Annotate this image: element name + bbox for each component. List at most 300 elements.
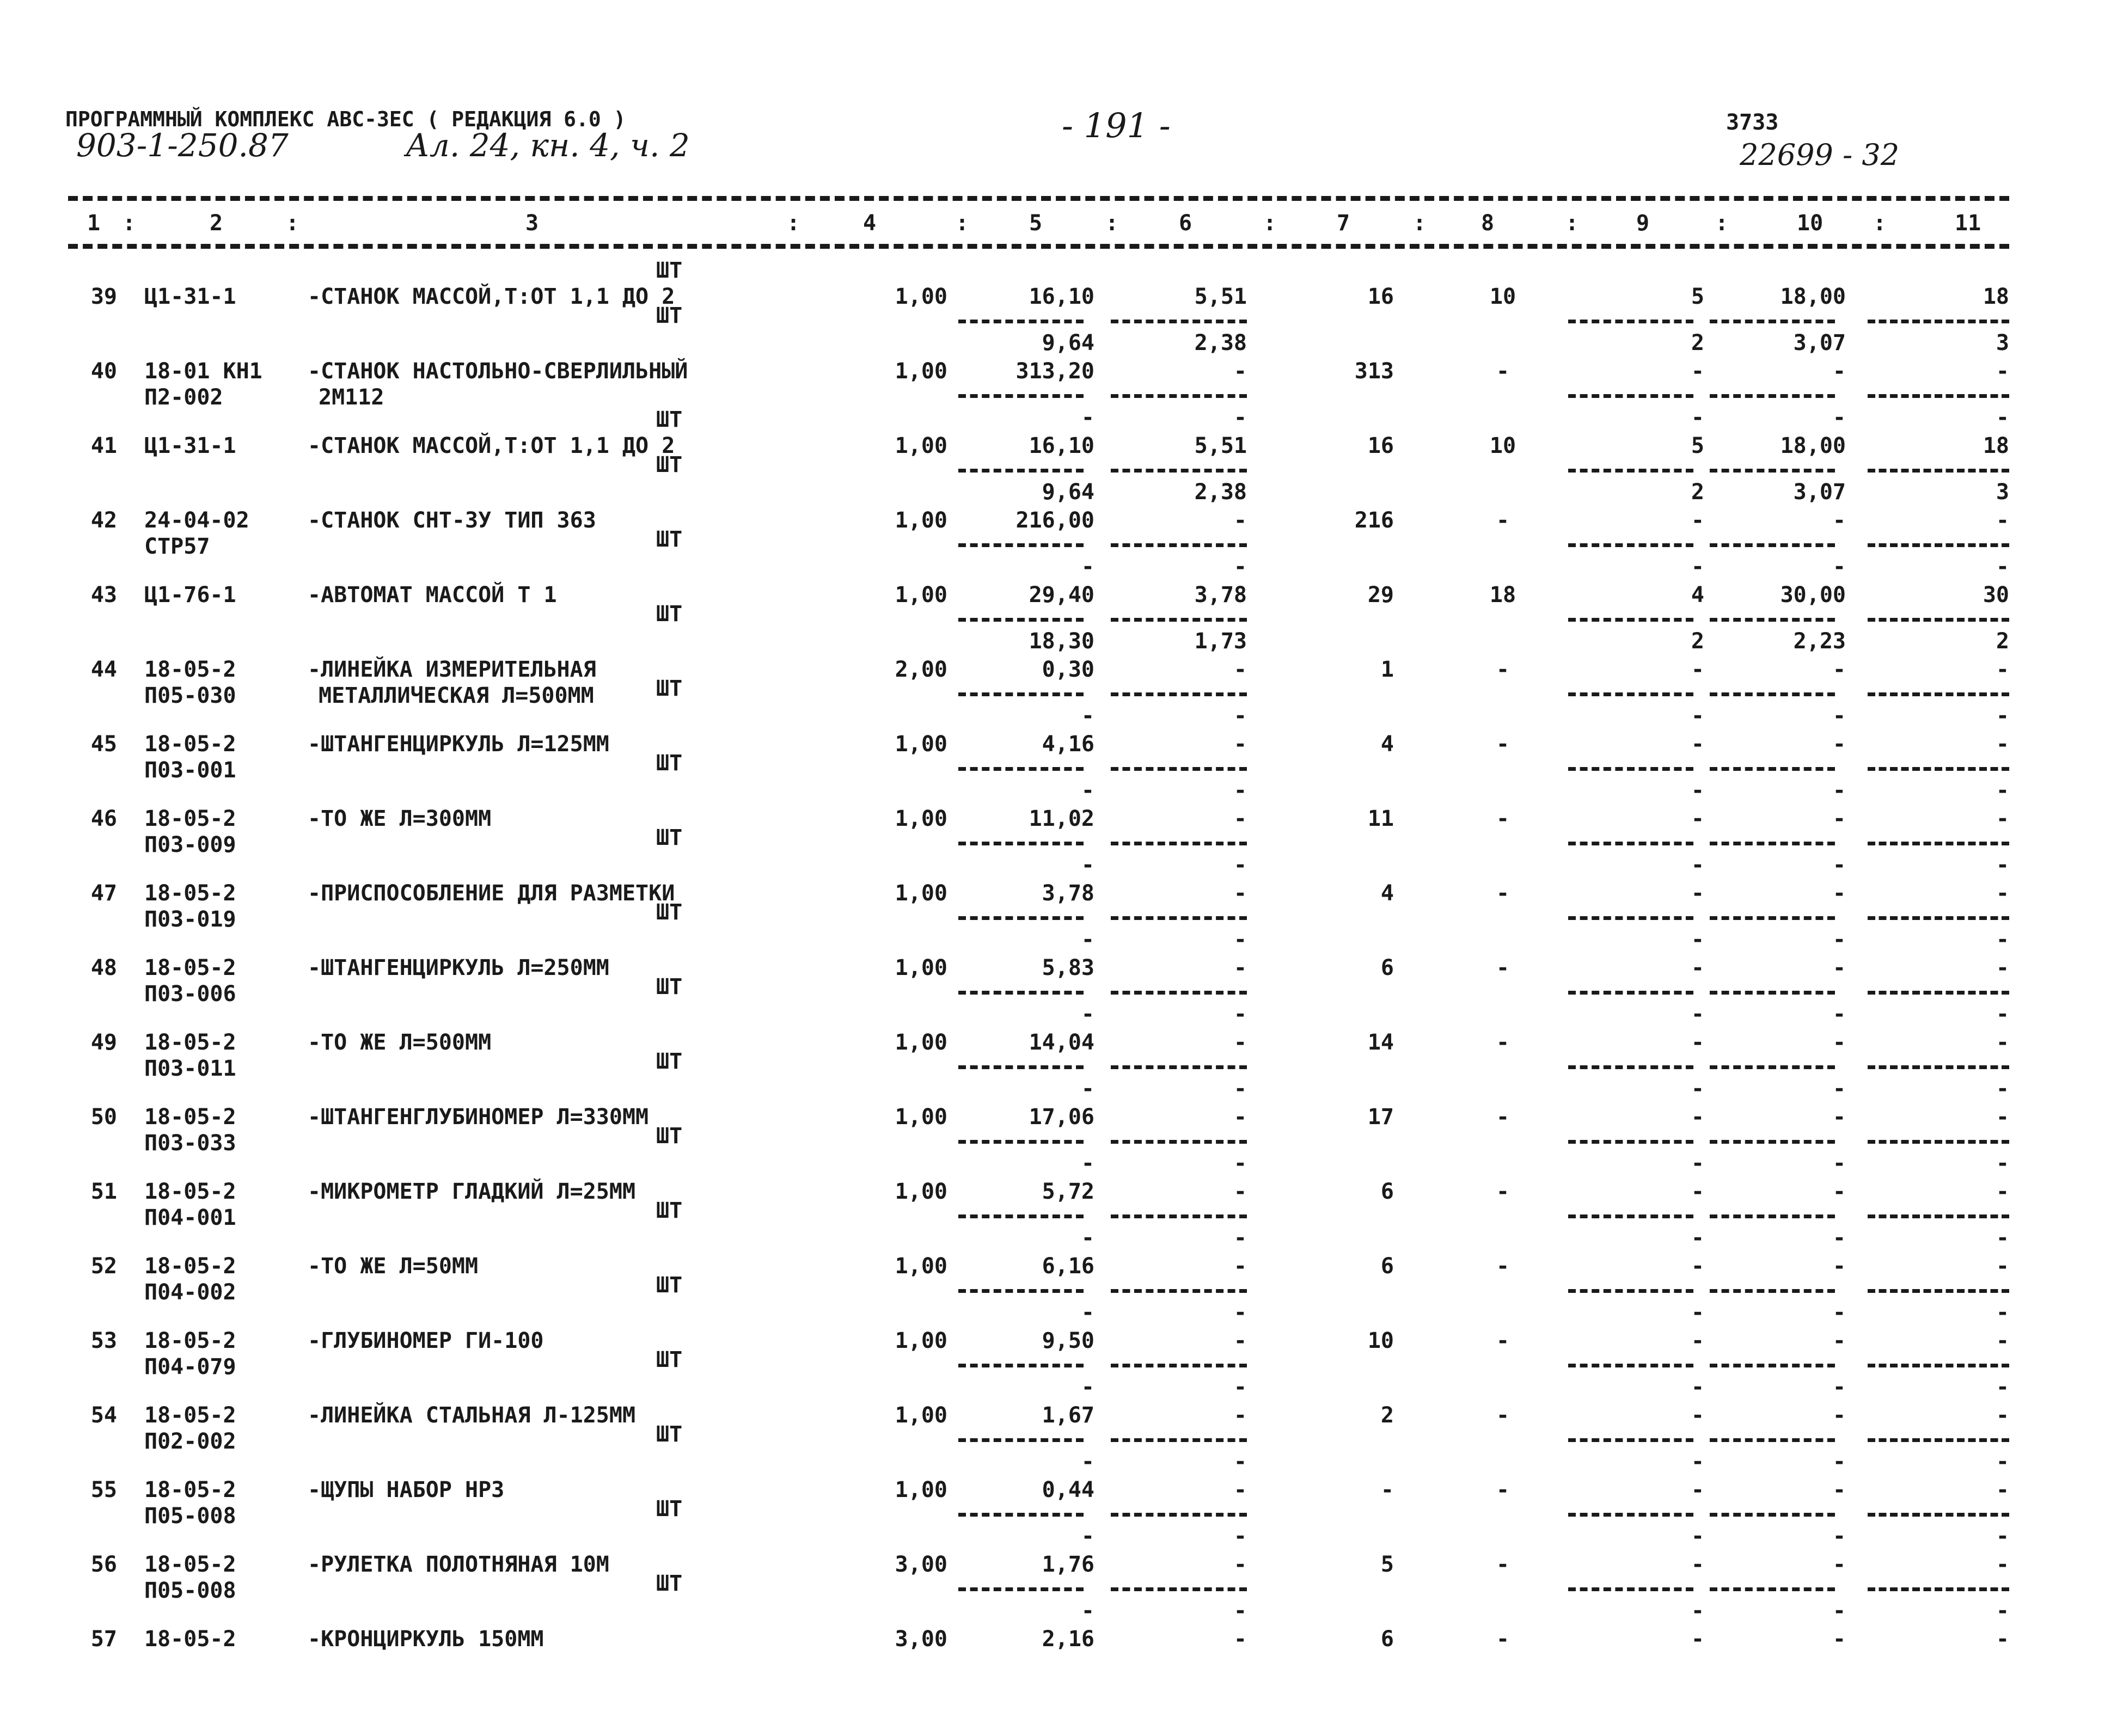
unit-label: ШТ [656,303,683,328]
album-reference: Ал. 24, кн. 4, ч. 2 [406,127,690,164]
wage-cost: - [1233,1030,1247,1055]
col9-value: - [1691,1552,1704,1577]
col9-sub: 2 [1691,330,1704,355]
total-cost: 11 [1367,806,1394,831]
norm-code: Ц1-31-1 [144,284,236,309]
unit-cost: 9,50 [1042,1328,1094,1353]
col11-value: - [1996,732,2009,757]
total-cost: 313 [1354,359,1394,384]
subtotal-divider [958,1289,1084,1293]
column-header-7: 7 [1337,211,1350,236]
column-separator: : [787,211,800,236]
subtotal-divider [1111,1289,1247,1293]
wage-cost: - [1233,1328,1247,1353]
unit-cost-sub: - [1081,852,1094,878]
col9-value: - [1691,657,1704,682]
subtotal-divider [1710,1587,1835,1591]
norm-code: 18-05-2 [144,1105,236,1130]
item-name: -СТАНОК НАСТОЛЬНО-СВЕРЛИЛЬНЫЙ [308,359,688,384]
wage-cost: 3,78 [1194,582,1247,608]
col10-sub: - [1832,1002,1846,1027]
wage-cost: - [1233,359,1247,384]
norm-code: 18-05-2 [144,1328,236,1353]
subtotal-divider [1111,618,1247,622]
quantity: 3,00 [895,1627,947,1652]
col11-sub: 3 [1996,330,2009,355]
subtotal-divider [1868,1065,2009,1069]
col9-sub: - [1691,1598,1704,1623]
col10-value: - [1832,1627,1846,1652]
col10-value: - [1832,1179,1846,1204]
unit-label: ШТ [656,1273,683,1298]
subtotal-divider [1111,1587,1247,1591]
total-cost: 17 [1367,1105,1394,1130]
col11-sub: - [1996,1151,2009,1176]
col11-value: - [1996,1477,2009,1502]
col11-sub: 3 [1996,480,2009,505]
subtotal-divider [1868,916,2009,920]
subtotal-divider [1111,543,1247,547]
norm-code-sub: СТР57 [144,534,210,559]
unit-cost: 16,10 [1029,433,1094,458]
col11-value: - [1996,1179,2009,1204]
col10-value: - [1832,508,1846,533]
quantity: 1,00 [895,284,947,309]
subtotal-divider [1710,767,1835,771]
row-number: 41 [90,433,117,458]
col11-value: - [1996,806,2009,831]
unit-cost-sub: - [1081,554,1094,579]
col10-value: 18,00 [1780,433,1846,458]
subtotal-divider [1868,1513,2009,1517]
col9-sub: - [1691,1375,1704,1400]
unit-cost: 17,06 [1029,1105,1094,1130]
norm-code-sub: П2-002 [144,385,223,410]
subtotal-divider [958,1214,1084,1218]
quantity: 1,00 [895,359,947,384]
labor-cost: 10 [1489,433,1516,458]
quantity: 1,00 [895,508,947,533]
col11-value: - [1996,881,2009,906]
subtotal-divider [1568,1214,1693,1218]
col10-value: 30,00 [1780,582,1846,608]
unit-label: ШТ [656,1347,683,1372]
quantity: 1,00 [895,1105,947,1130]
col9-sub: - [1691,1151,1704,1176]
subtotal-divider [1868,1587,2009,1591]
column-header-6: 6 [1179,211,1192,236]
header-rule-top [68,196,2009,201]
column-header-9: 9 [1636,211,1650,236]
row-number: 39 [90,284,117,309]
subtotal-divider [1568,543,1693,547]
total-cost: 6 [1380,955,1394,980]
quantity: 1,00 [895,1403,947,1428]
total-cost: - [1380,1477,1394,1502]
unit-label: ШТ [656,1571,683,1596]
col10-value: - [1832,732,1846,757]
col11-sub: - [1996,778,2009,803]
row-number: 46 [90,806,117,831]
item-name: -ПРИСПОСОБЛЕНИЕ ДЛЯ РАЗМЕТКИ [308,881,675,906]
col9-value: - [1691,1254,1704,1279]
norm-code: 24-04-02 [144,508,249,533]
labor-cost: - [1496,1552,1510,1577]
col10-sub: - [1832,1598,1846,1623]
subtotal-divider [1710,692,1835,696]
column-header-11: 11 [1955,211,1981,236]
subtotal-divider [1868,1140,2009,1144]
norm-code: 18-05-2 [144,732,236,757]
item-name: -АВТОМАТ МАССОЙ Т 1 [308,582,557,608]
wage-cost: - [1233,881,1247,906]
total-cost: 2 [1380,1403,1394,1428]
col11-sub: - [1996,405,2009,430]
column-separator: : [1263,211,1277,236]
row-number: 42 [90,508,117,533]
col11-sub: - [1996,554,2009,579]
unit-label: ШТ [656,452,683,477]
total-cost: 29 [1367,582,1394,608]
col11-sub: - [1996,1300,2009,1325]
subtotal-divider [1710,469,1835,473]
unit-cost: 3,78 [1042,881,1094,906]
unit-cost-sub: - [1081,1225,1094,1250]
unit-label: ШТ [656,407,683,432]
subtotal-divider [1868,1438,2009,1442]
unit-cost-sub: 9,64 [1042,330,1094,355]
subtotal-divider [1710,1289,1835,1293]
norm-code: Ц1-31-1 [144,433,236,458]
wage-cost: - [1233,1627,1247,1652]
norm-code: 18-01 КН1 [144,359,262,384]
subtotal-divider [1710,1214,1835,1218]
item-name: -КРОНЦИРКУЛЬ 150ММ [308,1627,544,1652]
row-number: 57 [90,1627,117,1652]
subtotal-divider [1710,1438,1835,1442]
quantity: 1,00 [895,955,947,980]
unit-cost-sub: - [1081,778,1094,803]
unit-label: ШТ [656,1422,683,1447]
unit-label: ШТ [656,602,683,627]
labor-cost: - [1496,508,1510,533]
norm-code-sub: П05-008 [144,1578,236,1603]
norm-code-sub: П03-011 [144,1056,236,1081]
subtotal-divider [1111,842,1247,845]
wage-cost-sub: - [1233,1375,1247,1400]
labor-cost: - [1496,1477,1510,1502]
wage-cost: - [1233,806,1247,831]
col9-value: - [1691,1328,1704,1353]
norm-code-sub: П05-008 [144,1504,236,1529]
col11-sub: - [1996,927,2009,952]
labor-cost: - [1496,657,1510,682]
column-separator: : [1105,211,1119,236]
item-name: -СТАНОК СНТ-3У ТИП 363 [308,508,596,533]
subtotal-divider [1710,991,1835,995]
norm-code: 18-05-2 [144,1179,236,1204]
page-number: - 191 - [1062,106,1171,145]
total-cost: 1 [1380,657,1394,682]
unit-label: ШТ [656,1496,683,1522]
unit-cost-sub: - [1081,1449,1094,1474]
subtotal-divider [1568,1438,1693,1442]
item-name-sub: 2М112 [319,385,384,410]
subtotal-divider [1568,1587,1693,1591]
wage-cost-sub: 2,38 [1194,330,1247,355]
row-number: 45 [90,732,117,757]
quantity: 1,00 [895,1030,947,1055]
wage-cost-sub: - [1233,852,1247,878]
wage-cost: - [1233,657,1247,682]
labor-cost: - [1496,881,1510,906]
col11-sub: - [1996,1225,2009,1250]
row-number: 49 [90,1030,117,1055]
quantity: 1,00 [895,1328,947,1353]
norm-code: 18-05-2 [144,657,236,682]
subtotal-divider [1710,394,1835,398]
norm-code-sub: П03-001 [144,758,236,783]
wage-cost: 5,51 [1194,433,1247,458]
subtotal-divider [958,767,1084,771]
subtotal-divider [1868,842,2009,845]
wage-cost-sub: - [1233,1225,1247,1250]
total-cost: 4 [1380,881,1394,906]
col10-sub: - [1832,1225,1846,1250]
col9-value: - [1691,1477,1704,1502]
item-name: -СТАНОК МАССОЙ,Т:ОТ 1,1 ДО 2 [308,284,675,309]
wage-cost: - [1233,732,1247,757]
quantity: 1,00 [895,1254,947,1279]
row-number: 54 [90,1403,117,1428]
col9-value: - [1691,955,1704,980]
col10-sub: - [1832,1300,1846,1325]
wage-cost-sub: - [1233,1300,1247,1325]
wage-cost: - [1233,508,1247,533]
item-name: -МИКРОМЕТР ГЛАДКИЙ Л=25ММ [308,1179,636,1204]
norm-code: Ц1-76-1 [144,582,236,608]
unit-cost-sub: - [1081,1151,1094,1176]
quantity: 3,00 [895,1552,947,1577]
norm-code: 18-05-2 [144,1254,236,1279]
unit-cost: 1,76 [1042,1552,1094,1577]
unit-label: ШТ [656,258,683,283]
col10-sub: - [1832,927,1846,952]
row-number: 52 [90,1254,117,1279]
subtotal-divider [1868,394,2009,398]
column-separator: : [1413,211,1427,236]
col11-value: - [1996,508,2009,533]
labor-cost: - [1496,1403,1510,1428]
subtotal-divider [1111,991,1247,995]
col9-sub: - [1691,1076,1704,1101]
row-number: 55 [90,1477,117,1502]
subtotal-divider [1568,618,1693,622]
item-name: -ЩУПЫ НАБОР НР3 [308,1477,505,1502]
col9-value: - [1691,1105,1704,1130]
total-cost: 216 [1354,508,1394,533]
col10-sub: - [1832,1151,1846,1176]
subtotal-divider [1868,692,2009,696]
subtotal-divider [1710,842,1835,845]
wage-cost-sub: - [1233,703,1247,728]
subtotal-divider [958,991,1084,995]
norm-code-sub: П04-002 [144,1280,236,1305]
col9-value: - [1691,508,1704,533]
subtotal-divider [1868,1364,2009,1367]
item-name: -ТО ЖЕ Л=500ММ [308,1030,492,1055]
norm-code: 18-05-2 [144,806,236,831]
subtotal-divider [958,1065,1084,1069]
unit-cost-sub: 18,30 [1029,629,1094,654]
quantity: 1,00 [895,806,947,831]
norm-code: 18-05-2 [144,1403,236,1428]
quantity: 1,00 [895,1179,947,1204]
labor-cost: - [1496,1627,1510,1652]
col9-sub: - [1691,1225,1704,1250]
col11-value: - [1996,1030,2009,1055]
wage-cost: - [1233,1105,1247,1130]
subtotal-divider [958,916,1084,920]
col9-sub: - [1691,1449,1704,1474]
col11-sub: 2 [1996,629,2009,654]
subtotal-divider [1568,842,1693,845]
subtotal-divider [1111,394,1247,398]
subtotal-divider [1568,469,1693,473]
norm-code: 18-05-2 [144,955,236,980]
wage-cost: 5,51 [1194,284,1247,309]
program-line: ПРОГРАММНЫЙ КОМПЛЕКС АВС-ЗЕС ( РЕДАКЦИЯ 6.0 ) [65,107,626,131]
col9-value: - [1691,881,1704,906]
row-number: 47 [90,881,117,906]
col9-value: - [1691,1179,1704,1204]
subtotal-divider [1710,1065,1835,1069]
wage-cost-sub: 2,38 [1194,480,1247,505]
unit-cost-sub: - [1081,1598,1094,1623]
col9-sub: 2 [1691,480,1704,505]
item-name: -СТАНОК МАССОЙ,Т:ОТ 1,1 ДО 2 [308,433,675,458]
subtotal-divider [1868,543,2009,547]
unit-cost-sub: - [1081,1524,1094,1549]
col10-value: - [1832,1105,1846,1130]
unit-label: ШТ [656,751,683,776]
subtotal-divider [1868,618,2009,622]
col10-sub: - [1832,778,1846,803]
subtotal-divider [1111,1140,1247,1144]
row-number: 53 [90,1328,117,1353]
norm-code-sub: П04-079 [144,1354,236,1379]
wage-cost: - [1233,1552,1247,1577]
col10-value: 18,00 [1780,284,1846,309]
subtotal-divider [1568,767,1693,771]
subtotal-divider [1868,991,2009,995]
row-number: 51 [90,1179,117,1204]
subtotal-divider [1111,469,1247,473]
subtotal-divider [1868,320,2009,323]
col9-value: - [1691,1403,1704,1428]
col11-sub: - [1996,1002,2009,1027]
subtotal-divider [958,469,1084,473]
subtotal-divider [958,692,1084,696]
column-separator: : [1565,211,1579,236]
item-name: -ШТАНГЕНЦИРКУЛЬ Л=250ММ [308,955,609,980]
labor-cost: - [1496,1179,1510,1204]
wage-cost: - [1233,1179,1247,1204]
col10-value: - [1832,1552,1846,1577]
unit-label: ШТ [656,676,683,701]
norm-code-sub: П05-030 [144,683,236,708]
col11-sub: - [1996,1598,2009,1623]
unit-label: ШТ [656,825,683,850]
col9-value: - [1691,359,1704,384]
unit-cost-sub: - [1081,927,1094,952]
unit-cost-sub: - [1081,1076,1094,1101]
unit-cost: 0,30 [1042,657,1094,682]
unit-cost-sub: - [1081,703,1094,728]
col10-value: - [1832,1030,1846,1055]
unit-cost-sub: - [1081,1002,1094,1027]
wage-cost-sub: - [1233,1449,1247,1474]
unit-cost-sub: - [1081,1300,1094,1325]
unit-cost: 4,16 [1042,732,1094,757]
col10-sub: - [1832,1524,1846,1549]
col11-sub: - [1996,1375,2009,1400]
subtotal-divider [1568,1140,1693,1144]
document-code: 22699 - 32 [1740,138,1900,172]
col11-value: - [1996,1627,2009,1652]
column-header-10: 10 [1797,211,1824,236]
subtotal-divider [1568,991,1693,995]
col10-value: - [1832,955,1846,980]
wage-cost-sub: - [1233,1524,1247,1549]
col11-sub: - [1996,1524,2009,1549]
subtotal-divider [1710,1513,1835,1517]
labor-cost: 10 [1489,284,1516,309]
unit-cost: 14,04 [1029,1030,1094,1055]
col10-sub: - [1832,554,1846,579]
col9-value: - [1691,1030,1704,1055]
col9-sub: - [1691,927,1704,952]
column-separator: : [286,211,299,236]
unit-label: ШТ [656,1049,683,1074]
col11-value: 18 [1983,284,2009,309]
labor-cost: - [1496,1030,1510,1055]
subtotal-divider [1710,618,1835,622]
col11-value: - [1996,359,2009,384]
norm-code: 18-05-2 [144,1030,236,1055]
col9-sub: - [1691,554,1704,579]
norm-code: 18-05-2 [144,1627,236,1652]
column-header-4: 4 [863,211,877,236]
unit-label: ШТ [656,900,683,925]
unit-cost-sub: - [1081,405,1094,430]
col9-value: - [1691,1627,1704,1652]
wage-cost: - [1233,955,1247,980]
quantity: 1,00 [895,582,947,608]
col9-sub: - [1691,1300,1704,1325]
col11-value: - [1996,1328,2009,1353]
quantity: 1,00 [895,732,947,757]
subtotal-divider [1568,692,1693,696]
subtotal-divider [958,320,1084,323]
subtotal-divider [1568,1364,1693,1367]
total-cost: 10 [1367,1328,1394,1353]
col11-value: - [1996,657,2009,682]
col11-value: - [1996,1552,2009,1577]
subtotal-divider [1710,1140,1835,1144]
col10-value: - [1832,1254,1846,1279]
item-name: -ТО ЖЕ Л=300ММ [308,806,492,831]
